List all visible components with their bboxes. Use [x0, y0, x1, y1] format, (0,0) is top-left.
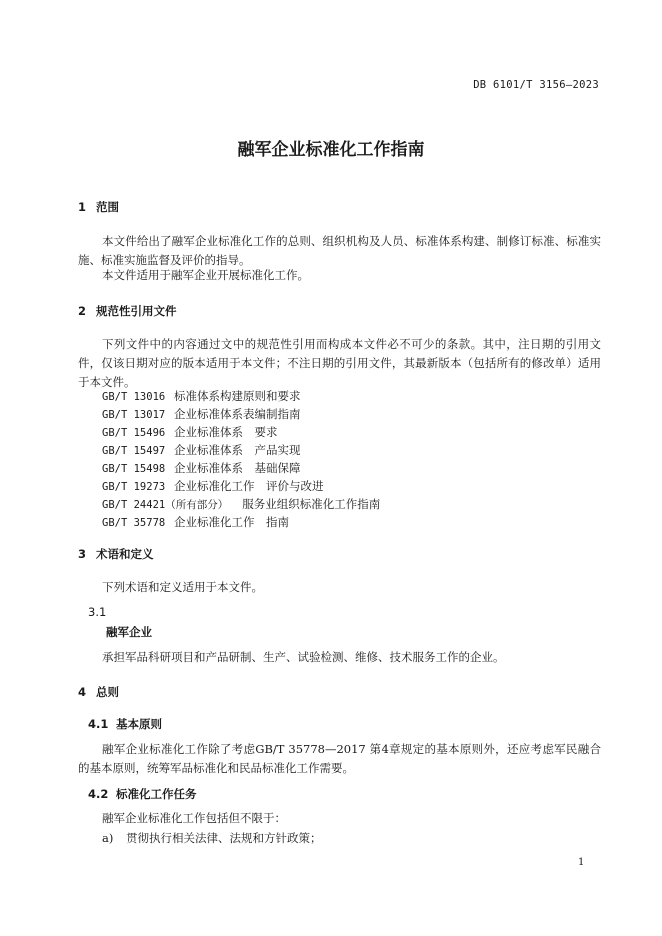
section-number: 1 [78, 200, 87, 214]
section-number: 3 [78, 547, 87, 561]
list-item-text: 贯彻执行相关法律、法规和方针政策； [126, 831, 322, 845]
reference-title: 企业标准体系 要求 [174, 425, 278, 439]
reference-item [102, 424, 278, 440]
section-3-heading [78, 546, 154, 562]
section-title: 术语和定义 [96, 547, 154, 561]
section-3-paragraph-1: 下列术语和定义适用于本文件。 [102, 580, 263, 594]
list-item-label: a) [102, 831, 114, 845]
section-2-paragraph-1: 下列文件中的内容通过文中的规范性引用而构成本文件必不可少的条款。其中，注日期的引用文件，仅该日期对应的版本适用于本文件；不注日期的引用文件，其最新版本（包括所有的修改单）适用于本文件。 [78, 337, 601, 389]
subsection-4-2-paragraph: 融军企业标准化工作包括但不限于： [102, 811, 286, 825]
reference-title: 企业标准体系 基础保障 [174, 461, 301, 475]
section-number: 4 [78, 685, 87, 699]
reference-code: GB/T 15498 [102, 463, 166, 475]
reference-title: 企业标准体系表编制指南 [174, 407, 301, 421]
section-number: 2 [78, 304, 87, 318]
reference-item [102, 406, 301, 422]
list-item [102, 830, 322, 846]
reference-code: GB/T 15496 [102, 427, 166, 439]
reference-title: 企业标准体系 产品实现 [174, 443, 301, 457]
reference-item [102, 478, 324, 494]
term-number: 3.1 [88, 605, 107, 619]
reference-code: GB/T 13016 [102, 391, 166, 403]
subsection-4-1-heading [88, 716, 162, 732]
section-1-paragraph-1: 本文件给出了融军企业标准化工作的总则、组织机构及人员、标准体系构建、制修订标准、标准实施、标准实施监督及评价的指导。 [78, 234, 601, 267]
subsection-title: 标准化工作任务 [116, 787, 197, 801]
reference-code: GB/T 24421（所有部分） [102, 499, 229, 511]
reference-item [102, 460, 301, 476]
subsection-number: 4.1 [88, 717, 109, 731]
reference-item [102, 514, 289, 530]
section-title: 总则 [96, 685, 119, 699]
term-definition: 承担军品科研项目和产品研制、生产、试验检测、维修、技术服务工作的企业。 [102, 650, 505, 664]
subsection-4-2-heading [88, 786, 197, 802]
section-1-paragraph-2: 本文件适用于融军企业开展标准化工作。 [102, 268, 309, 282]
subsection-title: 基本原则 [116, 717, 162, 731]
section-2-heading [78, 303, 177, 319]
document-code: DB 6101/T 3156—2023 [473, 79, 599, 91]
reference-item [102, 388, 301, 404]
page-title: 融军企业标准化工作指南 [237, 140, 425, 160]
reference-title: 企业标准化工作 指南 [174, 515, 289, 529]
reference-code: GB/T 35778 [102, 517, 166, 529]
reference-code: GB/T 15497 [102, 445, 166, 457]
reference-title: 企业标准化工作 评价与改进 [174, 479, 324, 493]
reference-code: GB/T 13017 [102, 409, 166, 421]
reference-title: 标准体系构建原则和要求 [174, 389, 301, 403]
term-name: 融军企业 [106, 625, 152, 639]
section-title: 规范性引用文件 [96, 304, 177, 318]
reference-item [102, 442, 301, 458]
reference-title: 服务业组织标准化工作指南 [242, 497, 381, 511]
section-title: 范围 [96, 200, 119, 214]
reference-code: GB/T 19273 [102, 481, 166, 493]
page-number: 1 [578, 857, 585, 868]
section-1-heading [78, 199, 119, 215]
subsection-4-1-paragraph: 融军企业标准化工作除了考虑GB/T 35778—2017 第4章规定的基本原则外，还应考虑军民融合的基本原则，统筹军品标准化和民品标准化工作需要。 [78, 742, 601, 775]
subsection-number: 4.2 [88, 787, 109, 801]
section-4-heading [78, 684, 119, 700]
reference-item [102, 496, 380, 512]
